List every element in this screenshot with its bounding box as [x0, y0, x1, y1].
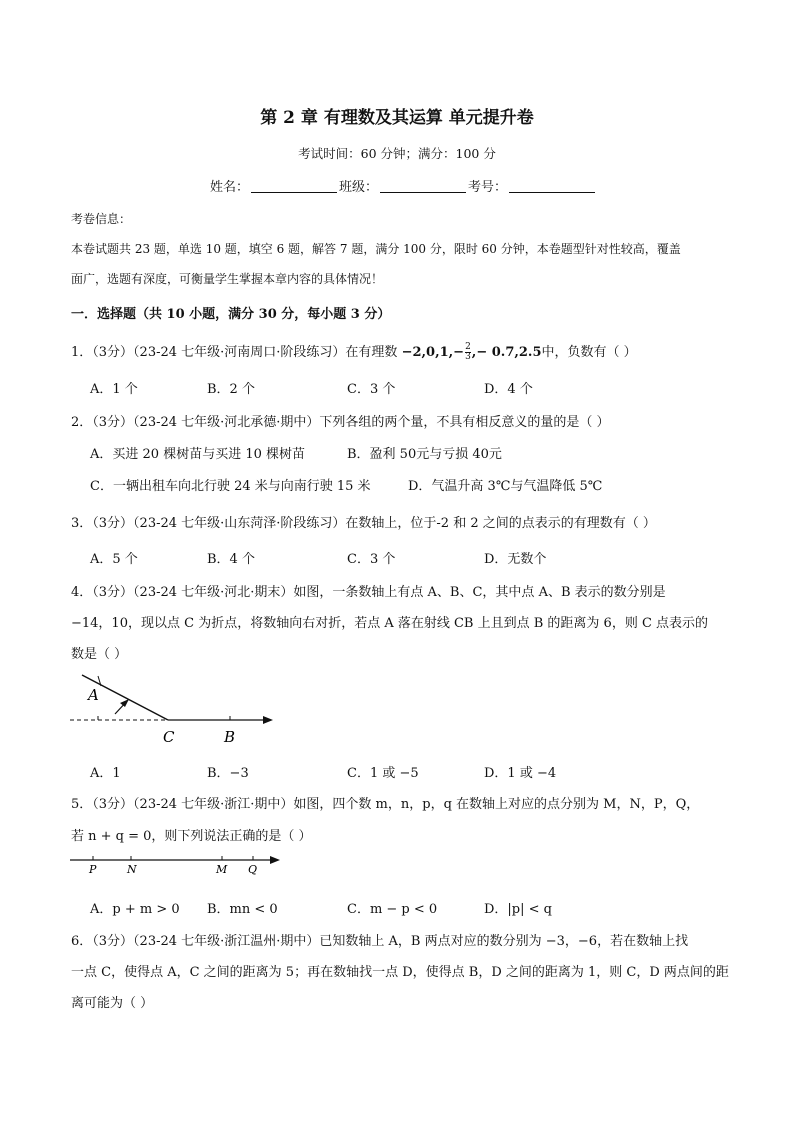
q4-line-1: 4．（3分）（23-24 七年级·河北·期末）如图，一条数轴上有点 A、B、C，其中点 A、B 表示的数分别是 [71, 585, 666, 600]
page-title: 第 2 章 有理数及其运算 单元提升卷 [260, 108, 534, 128]
label-p: P [89, 863, 97, 876]
q2-option-a[interactable]: A．买进 20 棵树苗与买进 10 棵树苗 [90, 447, 306, 462]
q4-line-3: 数是（ ） [71, 647, 128, 662]
q4-option-a[interactable]: A．1 [90, 766, 121, 781]
label-a: A [88, 686, 99, 704]
q1-option-d[interactable]: D．4 个 [484, 382, 533, 397]
q3-option-d[interactable]: D．无数个 [484, 552, 547, 567]
q4-option-b[interactable]: B．−3 [207, 766, 249, 781]
section-heading: 一．选择题（共 10 小题，满分 30 分，每小题 3 分） [71, 307, 391, 322]
q3-option-c[interactable]: C．3 个 [347, 552, 396, 567]
q5-line-1: 5．（3分）（23-24 七年级·浙江·期中）如图，四个数 m，n，p，q 在数轴上对应的点分别为 M，N，P，Q， [71, 797, 700, 812]
info-line-2: 面广，选题有深度，可衡量学生掌握本章内容的具体情况！ [71, 272, 384, 286]
q5-option-c[interactable]: C．m − p < 0 [347, 902, 438, 917]
q3-stem: 3．（3分）（23-24 七年级·山东菏泽·阶段练习）在数轴上，位于-2 和 2 之间的点表示的有理数有（ ） [71, 516, 656, 531]
q3-option-b[interactable]: B．4 个 [207, 552, 255, 567]
info-line-1: 本卷试题共 23 题，单选 10 题，填空 6 题，解答 7 题，满分 100 分，限时 60 分钟，本卷题型针对性较高，覆盖 [71, 242, 681, 256]
q2-option-c[interactable]: C．一辆出租车向北行驶 24 米与向南行驶 15 米 [90, 479, 371, 494]
q5-line-2: 若 n + q = 0，则下列说法正确的是（ ） [71, 829, 312, 844]
q2-option-d[interactable]: D．气温升高 3℃与气温降低 5℃ [408, 479, 603, 494]
class-label: 班级： [339, 180, 379, 195]
q4-line-2: −14，10，现以点 C 为折点，将数轴向右对折，若点 A 落在射线 CB 上且到点 B 的距离为 6，则 C 点表示的 [71, 616, 709, 631]
q5-option-b[interactable]: B．mn < 0 [207, 902, 278, 917]
axis-arrow-icon [270, 856, 280, 864]
class-field[interactable] [380, 179, 466, 193]
number-label: 考号： [468, 180, 508, 195]
q5-option-d[interactable]: D．|p| < q [484, 902, 552, 917]
axis-arrow-icon [263, 716, 273, 724]
q4-option-d[interactable]: D．1 或 −4 [484, 766, 557, 781]
label-c: C [163, 728, 175, 746]
fold-arrow-icon [120, 699, 129, 707]
q1-option-c[interactable]: C．3 个 [347, 382, 396, 397]
q2-stem: 2．（3分）（23-24 七年级·河北承德·期中）下列各组的两个量，不具有相反意义的量的是（ ） [71, 415, 610, 430]
q6-line-1: 6．（3分）（23-24 七年级·浙江温州·期中）已知数轴上 A，B 两点对应的数分别为 −3，−6，若在数轴上找 [71, 934, 689, 949]
student-fields [210, 176, 597, 195]
q2-option-b[interactable]: B．盈利 50元与亏损 40元 [347, 447, 502, 462]
label-m: M [216, 863, 228, 876]
label-q: Q [248, 863, 258, 876]
label-n: N [127, 863, 137, 876]
q1-stem: 1．（3分）（23-24 七年级·河南周口·阶段练习）在有理数 −2,0,1,− $\frac{2}{3}$ ,− 0.7,2.5中，负数有（ ） [71, 342, 637, 362]
q4-option-c[interactable]: C．1 或 −5 [347, 766, 419, 781]
q5-option-a[interactable]: A．p + m > 0 [90, 902, 180, 917]
q1-option-a[interactable]: A．1 个 [90, 382, 138, 397]
number-field[interactable] [509, 179, 595, 193]
info-title: 考卷信息： [71, 212, 132, 226]
q4-number-line-figure [68, 670, 278, 748]
q3-option-a[interactable]: A．5 个 [90, 552, 138, 567]
name-label: 姓名： [210, 180, 250, 195]
q1-option-b[interactable]: B．2 个 [207, 382, 255, 397]
fraction: $\frac{2}{3}$ [465, 342, 471, 362]
name-field[interactable] [251, 179, 337, 193]
q5-number-line-figure [68, 848, 283, 878]
q6-line-2: 一点 C，使得点 A，C 之间的距离为 5；再在数轴找一点 D，使得点 B，D 之间的距离为 1，则 C，D 两点间的距 [71, 965, 729, 980]
exam-meta: 考试时间：60 分钟；满分：100 分 [298, 146, 496, 161]
label-b: B [224, 728, 236, 746]
q6-line-3: 离可能为（ ） [71, 996, 154, 1011]
